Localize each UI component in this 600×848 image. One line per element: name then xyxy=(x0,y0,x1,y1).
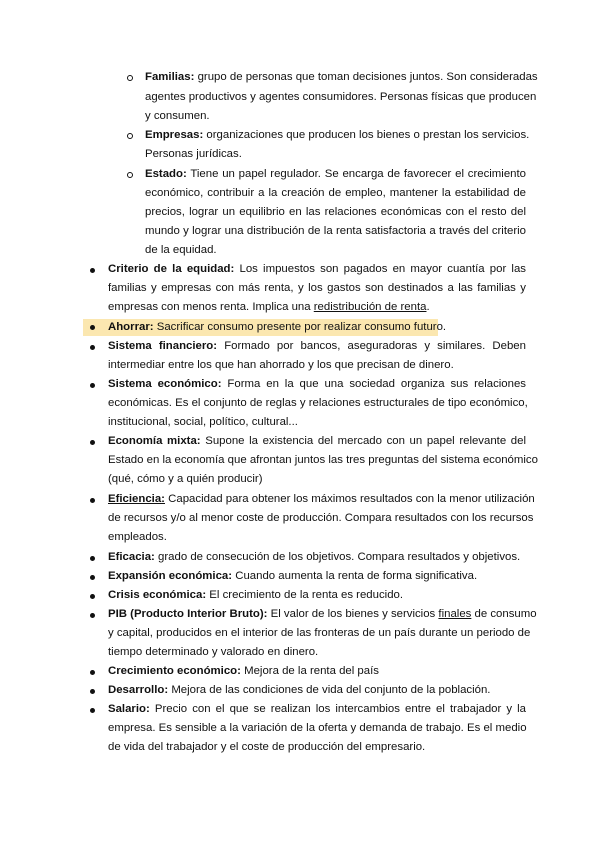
definition-text: grupo de personas que toman decisiones juntos. Son consideradas xyxy=(197,71,538,83)
sub-item-empresas-line-1 xyxy=(145,126,530,145)
sub-item-estado-line-4 xyxy=(145,222,526,241)
sub-bullet-icon xyxy=(127,133,133,139)
definition-text: de la equidad. xyxy=(145,244,217,256)
item-sistema-economico-line-1 xyxy=(108,375,526,394)
item-eficiencia-line-2 xyxy=(108,509,534,528)
sub-item-estado-line-3 xyxy=(145,203,526,222)
bullet-icon xyxy=(90,556,95,561)
item-sistema-financiero-line-2 xyxy=(108,356,454,375)
underlined-term: finales xyxy=(438,608,472,620)
term: Eficacia: xyxy=(108,551,155,563)
item-sistema-economico-line-2 xyxy=(108,394,526,413)
term: Eficiencia: xyxy=(108,493,165,505)
definition-text: Formado por bancos, aseguradoras y similares. Deben xyxy=(224,340,526,352)
punctuation: . xyxy=(426,301,430,313)
definition-text: empresa. Es sensible a la variación de la oferta y demanda de trabajo. Es el medio xyxy=(108,722,527,734)
definition-text: Mejora de las condiciones de vida del conjunto de la población. xyxy=(171,684,491,696)
sub-item-estado-line-2 xyxy=(145,184,526,203)
term: Salario: xyxy=(108,703,150,715)
definition-text: empleados. xyxy=(108,531,167,543)
sub-bullet-icon xyxy=(127,172,133,178)
item-eficiencia-line-3 xyxy=(108,528,167,547)
definition-text: y consumen. xyxy=(145,110,210,122)
definition-text: Precio con el que se realizan los intercambios entre el trabajador y la xyxy=(154,703,526,715)
term: Criterio de la equidad: xyxy=(108,263,235,275)
definition-text: Forma en la que una sociedad organiza sus relaciones xyxy=(227,378,526,390)
item-eficacia-line-1 xyxy=(108,548,520,567)
definition-text: económicas. Es el conjunto de reglas y relaciones estructurales de tipo económico, xyxy=(108,397,528,409)
bullet-icon xyxy=(90,708,95,713)
bullet-icon xyxy=(90,268,95,273)
sub-item-estado-line-5 xyxy=(145,241,217,260)
item-pib-line-1 xyxy=(108,605,537,624)
item-desarrollo-line-1 xyxy=(108,681,490,700)
sub-item-familias-line-1 xyxy=(145,68,538,87)
definition-text: de consumo xyxy=(471,608,537,620)
item-salario-line-3 xyxy=(108,738,425,757)
definition-text: Capacidad para obtener los máximos resultados con la menor utilización xyxy=(168,493,535,505)
definition-text: económico, contribuir a la creación de empleo, mantener la estabilidad de xyxy=(145,187,526,199)
item-criterio-equidad-line-2 xyxy=(108,279,526,298)
term: Expansión económica: xyxy=(108,570,233,582)
sub-bullet-icon xyxy=(127,75,133,81)
item-pib-line-2 xyxy=(108,624,531,643)
definition-text: y capital, producidos en el interior de las fronteras de un país durante un periodo de xyxy=(108,627,531,639)
item-criterio-equidad-line-1 xyxy=(108,260,526,279)
term: Familias: xyxy=(145,71,195,83)
item-crecimiento-line-1 xyxy=(108,662,379,681)
sub-item-empresas-line-2 xyxy=(145,145,242,164)
definition-text: Mejora de la renta del país xyxy=(244,665,379,677)
definition-text: institucional, social, político, cultural... xyxy=(108,416,298,428)
definition-text: agentes productivos y agentes consumidores. Personas físicas que producen xyxy=(145,91,537,103)
bullet-icon xyxy=(90,670,95,675)
term: Desarrollo: xyxy=(108,684,169,696)
underlined-term: redistribución de renta xyxy=(313,301,427,313)
definition-text: tiempo determinado y valorado en dinero. xyxy=(108,646,319,658)
definition-text: (qué, cómo y a quién producir) xyxy=(108,473,263,485)
item-economia-mixta-line-2 xyxy=(108,451,538,470)
item-salario-line-1 xyxy=(108,700,526,719)
bullet-icon xyxy=(90,440,95,445)
bullet-icon xyxy=(90,594,95,599)
sub-item-familias-line-2 xyxy=(145,88,537,107)
item-sistema-economico-line-3 xyxy=(108,413,298,432)
definition-text: familias y empresas con más renta, y los gastos son destinados a las familias y xyxy=(108,282,526,294)
bullet-icon xyxy=(90,383,95,388)
item-salario-line-2 xyxy=(108,719,526,738)
term: Economía mixta: xyxy=(108,435,201,447)
bullet-icon xyxy=(90,689,95,694)
item-eficiencia-line-1 xyxy=(108,490,535,509)
item-sistema-financiero-line-1 xyxy=(108,337,526,356)
term: Ahorrar: xyxy=(108,321,154,333)
item-economia-mixta-line-1 xyxy=(108,432,526,451)
definition-text: organizaciones que producen los bienes o prestan los servicios. xyxy=(206,129,530,141)
sub-item-estado-line-1 xyxy=(145,165,526,184)
bullet-icon xyxy=(90,613,95,618)
definition-text: mundo y lograr una distribución de la renta satisfactoria a través del criterio xyxy=(145,225,526,237)
item-criterio-equidad-line-3 xyxy=(108,298,430,317)
term: Sistema financiero: xyxy=(108,340,218,352)
definition-text: El valor de los bienes y servicios xyxy=(270,608,439,620)
term: Empresas: xyxy=(145,129,204,141)
definition-text: de recursos y/o al menor coste de producción. Compara resultados con los recursos xyxy=(108,512,534,524)
item-crisis-line-1 xyxy=(108,586,403,605)
term: Sistema económico: xyxy=(108,378,222,390)
definition-text: precios, lograr un equilibrio en las relaciones económicas con el resto del xyxy=(145,206,526,218)
definition-text: de vida del trabajador y el coste de producción del empresario. xyxy=(108,741,426,753)
bullet-icon xyxy=(90,325,95,330)
term: Crecimiento económico: xyxy=(108,665,241,677)
bullet-icon xyxy=(90,345,95,350)
definition-text: El crecimiento de la renta es reducido. xyxy=(209,589,404,601)
definition-text: Tiene un papel regulador. Se encarga de favorecer el crecimiento xyxy=(190,168,526,180)
definition-text: Cuando aumenta la renta de forma significativa. xyxy=(235,570,478,582)
definition-text: intermediar entre los que han ahorrado y los que precisan de dinero. xyxy=(108,359,454,371)
definition-text: Personas jurídicas. xyxy=(145,148,242,160)
item-ahorrar-line-1 xyxy=(108,318,446,337)
item-economia-mixta-line-3 xyxy=(108,470,263,489)
definition-text: Supone la existencia del mercado con un papel relevante del xyxy=(205,435,526,447)
bullet-icon xyxy=(90,498,95,503)
sub-item-familias-line-3 xyxy=(145,107,210,126)
definition-text: empresas con menos renta. Implica una xyxy=(108,301,314,313)
definition-text: Los impuestos son pagados en mayor cuantía por las xyxy=(239,263,526,275)
item-pib-line-3 xyxy=(108,643,318,662)
item-expansion-line-1 xyxy=(108,567,477,586)
definition-text: grado de consecución de los objetivos. Compara resultados y objetivos. xyxy=(158,551,521,563)
definition-text: Sacrificar consumo presente por realizar consumo futuro. xyxy=(156,321,447,333)
definition-text: Estado en la economía que afrontan juntos las tres preguntas del sistema económico xyxy=(108,454,538,466)
term: PIB (Producto Interior Bruto): xyxy=(108,608,268,620)
term: Estado: xyxy=(145,168,187,180)
bullet-icon xyxy=(90,575,95,580)
term: Crisis económica: xyxy=(108,589,207,601)
